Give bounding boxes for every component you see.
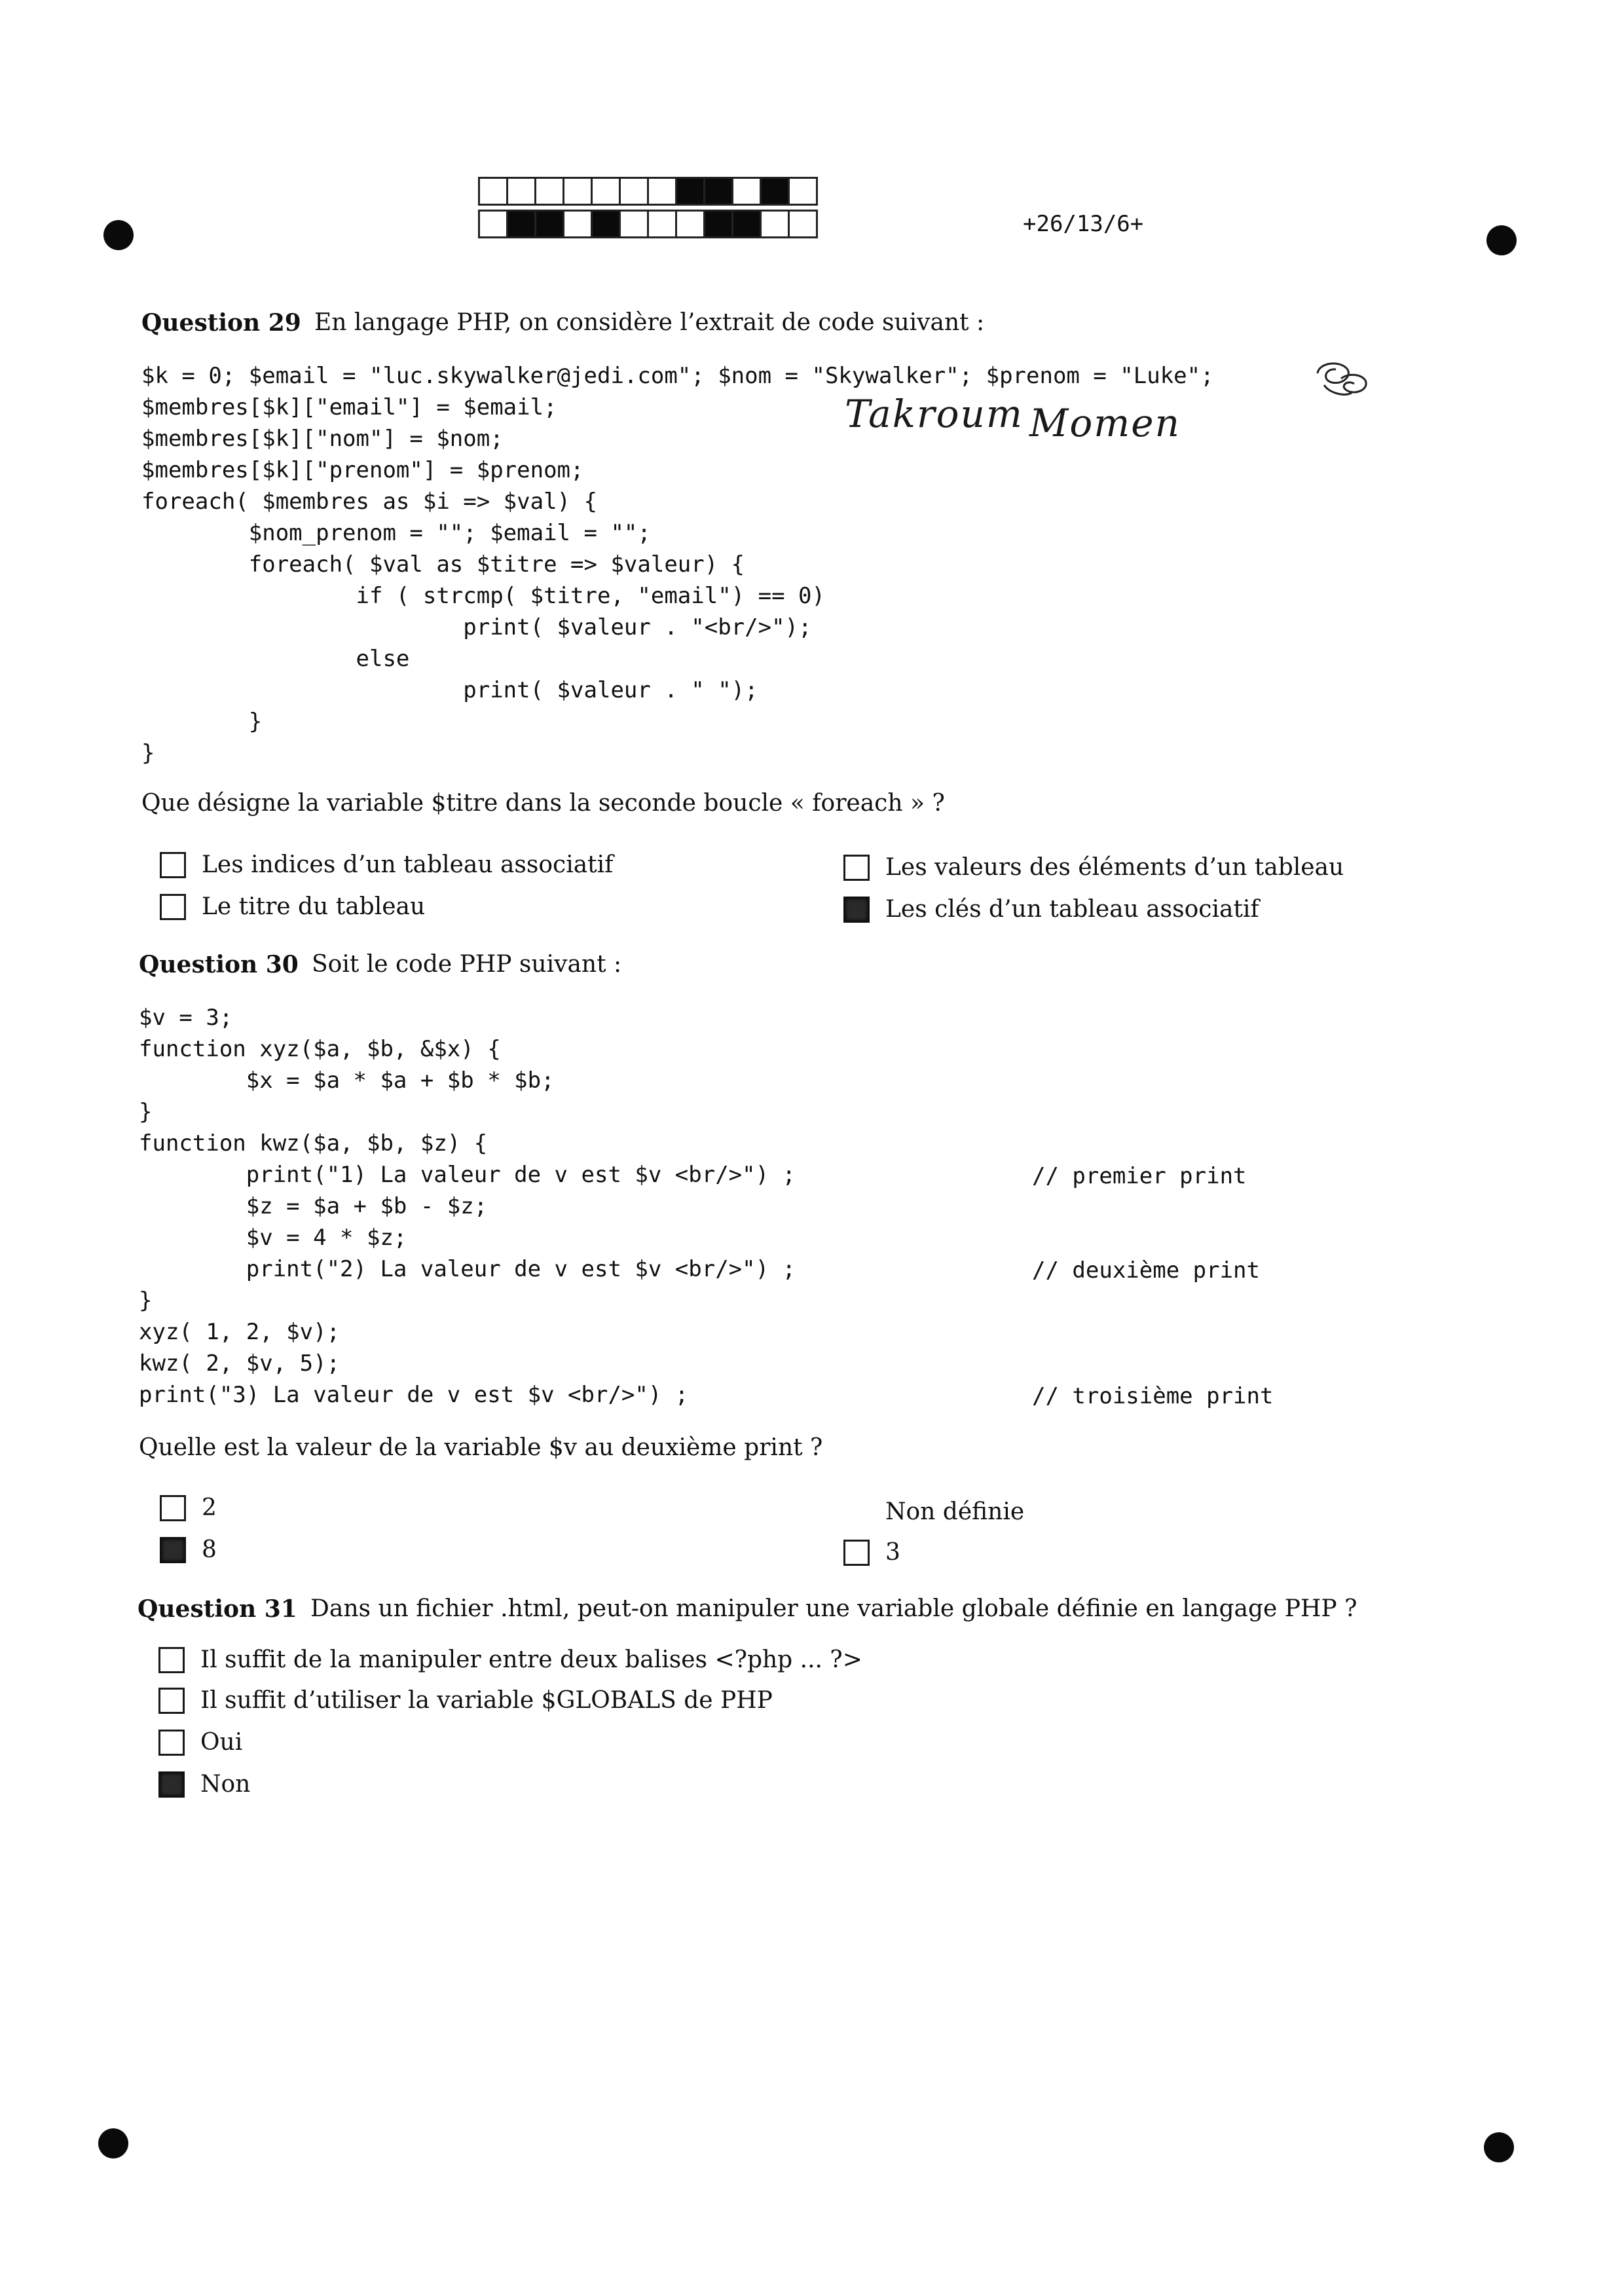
question-text: Dans un fichier .html, peut-on manipuler une variable globale définie en langage PHP ?	[310, 1595, 1357, 1622]
answer-checkbox[interactable]	[158, 1730, 185, 1756]
option-label: Les indices d’un tableau associatif	[202, 851, 614, 878]
question-30-code: $v = 3; function xyz($a, $b, &$x) { $x = $a * $a + $b * $b; } function kwz($a, $b, $z) { print("1) La valeur de v est $v <br/>") ; $z = $a + $b - $z; $v = 4 * $z; print("2) La valeur de v est $v <br/>") ; } xyz( 1, 2, $v); kwz( 2, $v, 5); print("3) La valeur de v est $v <br/>") ;	[139, 1005, 796, 1408]
question-29-prompt: Que désigne la variable $titre dans la seconde boucle « foreach » ?	[141, 790, 945, 817]
answer-checkbox[interactable]	[160, 1495, 186, 1521]
q30-option-3[interactable]	[843, 1498, 1024, 1525]
q29-option-4[interactable]	[843, 896, 1259, 923]
q31-option-2[interactable]	[158, 1687, 773, 1714]
question-number: Question 29	[141, 309, 301, 337]
question-29-code: $k = 0; $email = "luc.skywalker@jedi.com"; $nom = "Skywalker"; $prenom = "Luke"; $membres[$k]["email"] = $email; $membres[$k]["nom"] = $nom; $membres[$k]["prenom"] = $prenom; foreach( $membres as $i => $val) { $nom_prenom = ""; $email = ""; foreach( $val as $titre => $valeur) { if ( strcmp( $titre, "email") == 0) print( $valeur . "<br/>"); else print( $valeur . " "); } }	[141, 363, 1214, 766]
answer-checkbox[interactable]	[158, 1647, 185, 1673]
question-text: Soit le code PHP suivant :	[312, 951, 622, 978]
answer-checkbox-checked[interactable]	[843, 897, 870, 923]
q29-option-3[interactable]	[843, 854, 1344, 881]
option-label: Oui	[200, 1729, 243, 1756]
handwritten-first-name: Takroum	[845, 392, 1024, 436]
q30-option-1[interactable]	[160, 1494, 217, 1521]
question-30-header	[139, 951, 622, 978]
q29-option-1[interactable]	[160, 851, 614, 878]
q31-option-3[interactable]	[158, 1729, 242, 1756]
question-30-prompt: Quelle est la valeur de la variable $v au deuxième print ?	[139, 1434, 823, 1461]
q31-option-1[interactable]	[158, 1646, 862, 1673]
option-label: Non définie	[885, 1498, 1025, 1525]
answer-checkbox-missing[interactable]	[843, 1499, 870, 1525]
answer-checkbox[interactable]	[843, 855, 870, 881]
option-label: Il suffit de la manipuler entre deux balises <?php ... ?>	[200, 1646, 862, 1673]
registration-mark-top-right	[1486, 225, 1517, 255]
page-id: +26/13/6+	[1023, 211, 1144, 237]
option-label: Non	[200, 1771, 251, 1798]
answer-checkbox[interactable]	[158, 1688, 185, 1714]
registration-mark-bottom-right	[1484, 2132, 1514, 2162]
q30-option-4[interactable]	[843, 1539, 900, 1566]
code-comment-third-print: // troisième print	[1032, 1383, 1274, 1409]
answer-checkbox[interactable]	[160, 894, 186, 920]
option-label: 8	[202, 1536, 217, 1563]
q29-option-2[interactable]	[160, 893, 425, 920]
question-number: Question 31	[138, 1595, 297, 1623]
option-label: Il suffit d’utiliser la variable $GLOBALS de PHP	[200, 1687, 773, 1714]
registration-mark-top-left	[103, 220, 134, 250]
question-29-header	[141, 309, 985, 337]
answer-checkbox[interactable]	[843, 1540, 870, 1566]
answer-checkbox[interactable]	[160, 852, 186, 878]
answer-checkbox-checked[interactable]	[158, 1771, 185, 1798]
registration-mark-bottom-left	[98, 2128, 128, 2158]
code-comment-first-print: // premier print	[1032, 1163, 1247, 1189]
handwritten-last-name: Momen	[1029, 401, 1181, 445]
option-label: 2	[202, 1494, 217, 1521]
scribble-doodle-icon	[1312, 359, 1373, 401]
option-label: Les clés d’un tableau associatif	[885, 896, 1259, 923]
scan-code-row-bottom	[478, 210, 816, 238]
q31-option-4[interactable]	[158, 1771, 250, 1798]
option-label: Le titre du tableau	[202, 893, 426, 920]
q30-option-2[interactable]	[160, 1536, 217, 1563]
option-label: Les valeurs des éléments d’un tableau	[885, 854, 1344, 881]
question-31-header	[138, 1595, 1357, 1623]
option-label: 3	[885, 1539, 900, 1566]
question-text: En langage PHP, on considère l’extrait de code suivant :	[314, 309, 985, 336]
answer-checkbox-checked[interactable]	[160, 1537, 186, 1563]
question-number: Question 30	[139, 951, 299, 978]
scan-code-row-top	[478, 177, 816, 206]
code-comment-second-print: // deuxième print	[1032, 1257, 1260, 1284]
